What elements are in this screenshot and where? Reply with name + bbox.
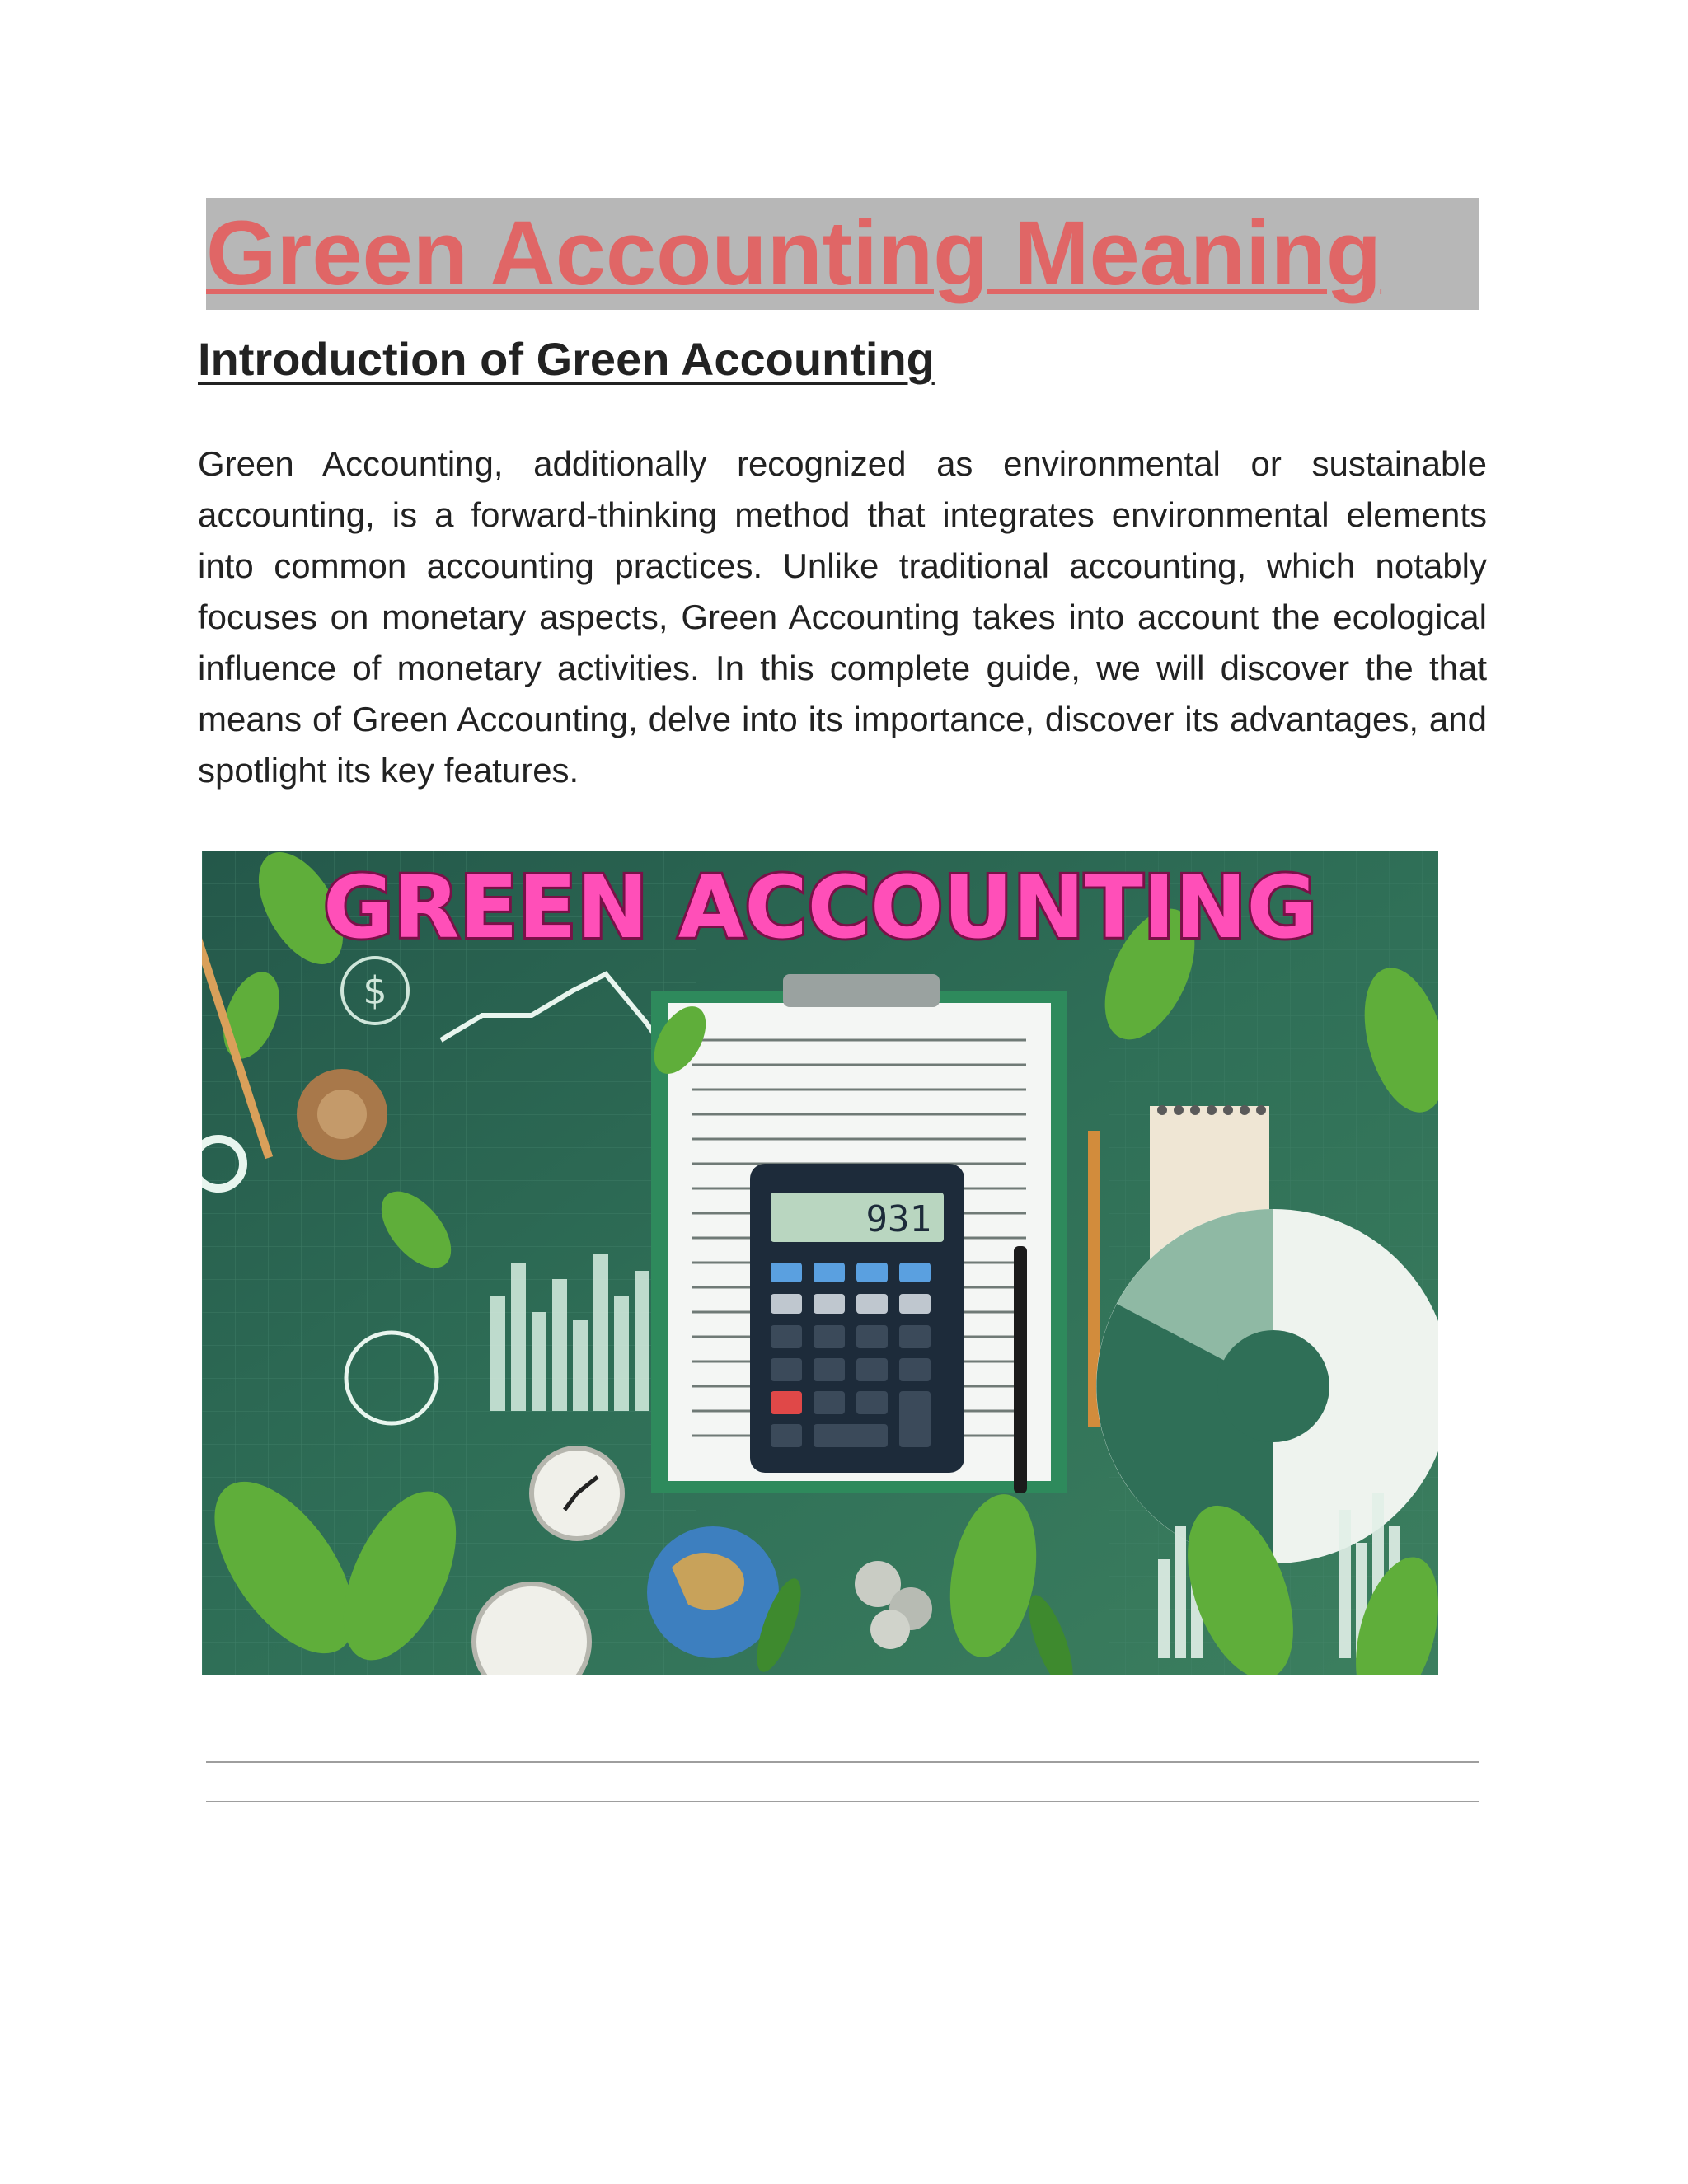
banner-text: GREEN ACCOUNTING <box>323 857 1317 958</box>
green-accounting-illustration <box>202 851 1438 1675</box>
intro-paragraph: Green Accounting, additionally recognized as environmental or sustainable accounting, is a forward-thinking method that integrates environmental elements into common accounting practices. Unlike traditional accounting, which notably focuses on monetary aspects, Green Accounting takes into account the ecological influence of monetary activities. In this complete guide, we will discover the that means of Green Accounting, delve into its importance, discover its advantages, and spotlight its key features. <box>198 444 1487 790</box>
calculator-icon <box>750 1164 964 1473</box>
divider-bottom <box>206 1801 1479 1802</box>
divider-top <box>206 1761 1479 1763</box>
section-heading: Introduction of Green Accounting <box>198 333 935 385</box>
svg-text:$: $ <box>363 968 387 1013</box>
clock-icon-bottom <box>474 1584 589 1675</box>
pen-icon <box>1014 1246 1027 1493</box>
calculator-display: 931 <box>865 1198 931 1240</box>
page-title: Green Accounting Meaning <box>206 198 1479 310</box>
